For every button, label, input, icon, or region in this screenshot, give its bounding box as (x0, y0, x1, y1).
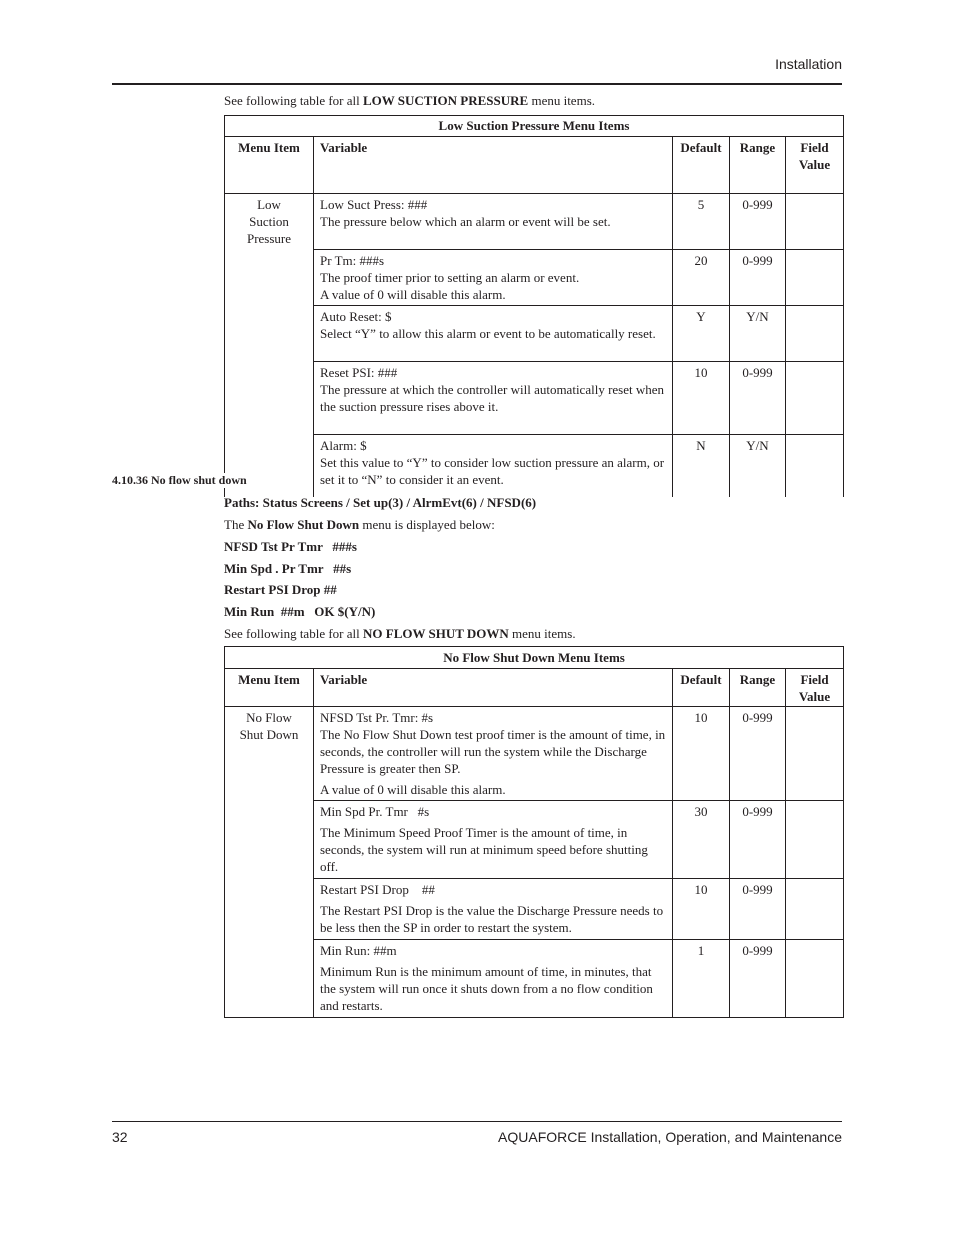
table-row (225, 940, 844, 1018)
default-cell: 1 (673, 940, 730, 1018)
range-cell: 0-999 (730, 250, 786, 306)
display-line-1: NFSD Tst Pr Tmr ###s (224, 539, 357, 554)
field-value-cell (786, 707, 844, 801)
variable-name: Low Suct Press: ### (320, 197, 428, 212)
display-line-4: Min Run ##m OK $(Y/N) (224, 604, 376, 619)
default-cell: 20 (673, 250, 730, 306)
variable-name: Restart PSI Drop ## (320, 882, 435, 897)
field-value-cell (786, 940, 844, 1018)
variable-description: Select “Y” to allow this alarm or event to be automatically reset. (320, 326, 656, 341)
display-line-3: Restart PSI Drop ## (224, 582, 337, 597)
display-intro (224, 517, 495, 533)
page-number: 32 (112, 1129, 128, 1145)
table-row (225, 707, 844, 801)
intro-1-suffix: menu items. (528, 93, 595, 108)
intro-2-bold: NO FLOW SHUT DOWN (363, 626, 509, 641)
range-cell: 0-999 (730, 362, 786, 435)
range-cell: 0-999 (730, 707, 786, 801)
display-intro-prefix: The (224, 517, 248, 532)
section-heading: 4.10.36 No flow shut down (112, 473, 247, 487)
field-value-cell (786, 362, 844, 435)
variable-cell (314, 362, 673, 435)
field-value-cell (786, 250, 844, 306)
variable-name: Pr Tm: ###s (320, 253, 385, 268)
variable-name: Auto Reset: $ (320, 309, 392, 324)
col-header-range: Range (730, 669, 786, 707)
default-cell: 10 (673, 362, 730, 435)
variable-name: Alarm: $ (320, 438, 367, 453)
no-flow-shut-down-table (224, 646, 844, 1018)
variable-name: Min Run: ##m (320, 943, 397, 958)
variable-description: The pressure at which the controller will automatically reset when the suction pressure rises above it. (320, 382, 665, 414)
footer-rule (112, 1121, 842, 1122)
table-row (225, 801, 844, 879)
col-header-default: Default (673, 137, 730, 194)
variable-description-note: A value of 0 will disable this alarm. (320, 782, 506, 797)
default-cell: 10 (673, 707, 730, 801)
intro-1-prefix: See following table for all (224, 93, 363, 108)
table-row (225, 194, 844, 250)
field-value-cell (786, 801, 844, 879)
menu-paths: Paths: Status Screens / Set up(3) / AlrmEvt(6) / NFSD(6) (224, 495, 537, 510)
variable-description: The pressure below which an alarm or event will be set. (320, 214, 611, 229)
low-suction-pressure-table (224, 115, 844, 497)
col-header-default: Default (673, 669, 730, 707)
range-cell: Y/N (730, 435, 786, 497)
field-value-cell (786, 879, 844, 940)
col-header-variable: Variable (314, 137, 673, 194)
table-row (225, 879, 844, 940)
intro-1-bold: LOW SUCTION PRESSURE (363, 93, 529, 108)
range-cell: 0-999 (730, 801, 786, 879)
variable-description: The Minimum Speed Proof Timer is the amount of time, in seconds, the system will run at minimum speed before shutting off. (320, 825, 648, 874)
page-header-section: Installation (775, 56, 842, 72)
col-header-field-value: Field Value (786, 137, 844, 194)
col-header-menu-item: Menu Item (225, 669, 314, 707)
intro-text-1 (224, 93, 595, 109)
col-header-range: Range (730, 137, 786, 194)
table-1-title: Low Suction Pressure Menu Items (225, 116, 844, 137)
range-cell: 0-999 (730, 194, 786, 250)
intro-text-2 (224, 626, 576, 642)
field-value-cell (786, 435, 844, 497)
variable-cell (314, 306, 673, 362)
variable-cell (314, 879, 673, 940)
display-line-2: Min Spd . Pr Tmr ##s (224, 561, 352, 576)
default-cell: 5 (673, 194, 730, 250)
table-row (225, 306, 844, 362)
table-row (225, 362, 844, 435)
header-rule (112, 83, 842, 85)
col-header-variable: Variable (314, 669, 673, 707)
variable-name: Min Spd Pr. Tmr #s (320, 804, 430, 819)
variable-description: Minimum Run is the minimum amount of time, in minutes, that the system will run once it shuts down from a no flow condition and restarts. (320, 964, 653, 1013)
variable-cell (314, 707, 673, 801)
range-cell: Y/N (730, 306, 786, 362)
variable-description-note: A value of 0 will disable this alarm. (320, 287, 506, 302)
table-row (225, 250, 844, 306)
variable-name: Reset PSI: ### (320, 365, 398, 380)
menu-item-cell: Low Suction Pressure (225, 194, 314, 497)
intro-2-prefix: See following table for all (224, 626, 363, 641)
table-2-title: No Flow Shut Down Menu Items (225, 647, 844, 669)
default-cell: 10 (673, 879, 730, 940)
variable-description: The No Flow Shut Down test proof timer is the amount of time, in seconds, the controller will run the system while the Discharge Pressure is greater then SP. (320, 727, 666, 776)
variable-cell (314, 435, 673, 497)
variable-cell (314, 194, 673, 250)
col-header-field-value: Field Value (786, 669, 844, 707)
menu-item-cell: No Flow Shut Down (225, 707, 314, 1018)
variable-description: The Restart PSI Drop is the value the Discharge Pressure needs to be less then the SP in order to restart the system. (320, 903, 664, 935)
variable-cell (314, 940, 673, 1018)
range-cell: 0-999 (730, 879, 786, 940)
variable-cell (314, 250, 673, 306)
default-cell: N (673, 435, 730, 497)
intro-2-suffix: menu items. (508, 626, 576, 641)
display-intro-suffix: menu is displayed below: (359, 517, 495, 532)
variable-description: The proof timer prior to setting an alarm or event. (320, 270, 580, 285)
variable-description: Set this value to “Y” to consider low suction pressure an alarm, or set it to “N” to consider it an event. (320, 455, 665, 487)
field-value-cell (786, 306, 844, 362)
display-intro-bold: No Flow Shut Down (247, 517, 360, 532)
col-header-menu-item: Menu Item (225, 137, 314, 194)
default-cell: 30 (673, 801, 730, 879)
default-cell: Y (673, 306, 730, 362)
variable-cell (314, 801, 673, 879)
table-row (225, 435, 844, 497)
variable-name: NFSD Tst Pr. Tmr: #s (320, 710, 434, 725)
footer-title: AQUAFORCE Installation, Operation, and Maintenance (498, 1129, 842, 1145)
range-cell: 0-999 (730, 940, 786, 1018)
field-value-cell (786, 194, 844, 250)
